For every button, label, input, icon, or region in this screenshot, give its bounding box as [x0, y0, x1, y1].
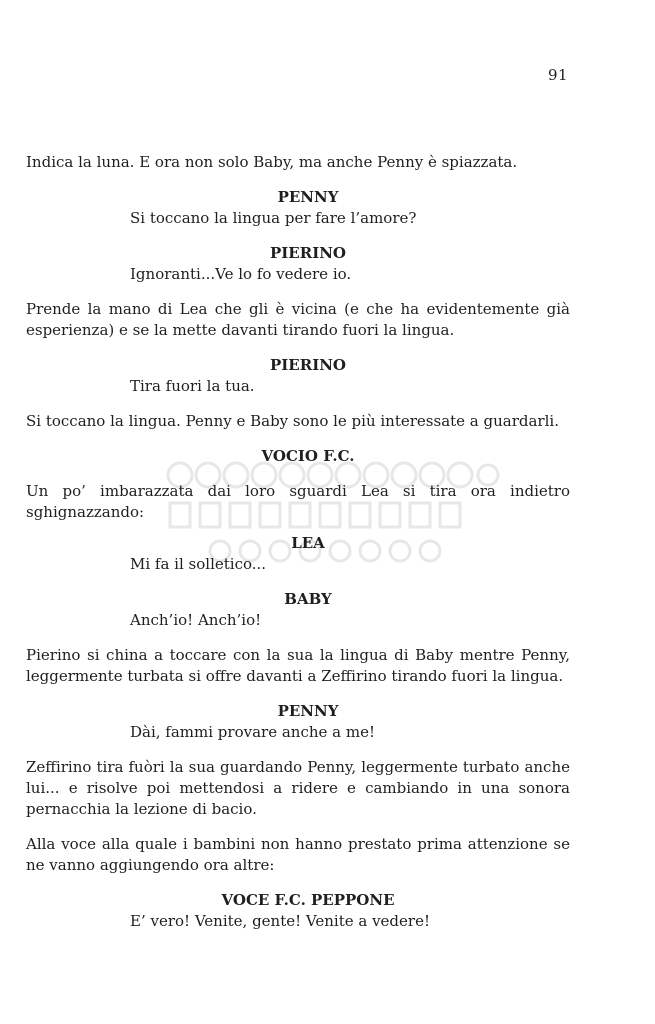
action-paragraph: Pierino si china a toccare con la sua la lingua di Baby mentre Penny, leggermente turbata si offre davanti a Zeffirino tirando fuori la lingua.	[26, 646, 570, 685]
action-paragraph: Prende la mano di Lea che gli è vicina (e che ha evidentemente già esperienza) e se la mette davanti tirando fuori la lingua.	[26, 300, 570, 339]
dialogue-line: Tira fuori la tua.	[130, 377, 255, 395]
dialogue-line: Anch’io! Anch’io!	[130, 611, 262, 629]
speaker-name: PENNY	[277, 188, 339, 206]
dialogue-line: Mi fa il solletico...	[130, 555, 267, 573]
action-paragraph: Zeffirino tira fuòri la sua guardando Penny, leggermente turbato anche lui... e risolve poi mettendosi a ridere e cambiando in una sonora pernacchia la lezione di bacio.	[26, 758, 570, 818]
action-paragraph: Indica la luna. E ora non solo Baby, ma anche Penny è spiazzata.	[26, 153, 518, 171]
speaker-name: PENNY	[277, 702, 339, 720]
speaker-name: LEA	[291, 534, 325, 552]
speaker-name: BABY	[284, 590, 332, 608]
action-paragraph: Un po’ imbarazzata dai loro sguardi Lea si tira ora indietro sghignazzando:	[26, 482, 570, 521]
action-paragraph: Alla voce alla quale i bambini non hanno prestato prima attenzione se ne vanno aggiungendo ora altre:	[26, 835, 570, 874]
speaker-name: VOCIO F.C.	[261, 447, 355, 465]
speaker-name: PIERINO	[270, 356, 346, 374]
page-number: 91	[548, 66, 569, 84]
action-paragraph: Si toccano la lingua. Penny e Baby sono le più interessate a guardarli.	[26, 412, 559, 430]
dialogue-line: Dài, fammi provare anche a me!	[130, 723, 375, 741]
speaker-name: VOCE F.C. PEPPONE	[221, 891, 395, 909]
speaker-name: PIERINO	[270, 244, 346, 262]
dialogue-line: E’ vero! Venite, gente! Venite a vedere!	[130, 912, 430, 930]
script-content	[26, 152, 570, 946]
dialogue-line: Si toccano la lingua per fare l’amore?	[130, 209, 417, 227]
dialogue-line: Ignoranti...Ve lo fo vedere io.	[130, 265, 352, 283]
